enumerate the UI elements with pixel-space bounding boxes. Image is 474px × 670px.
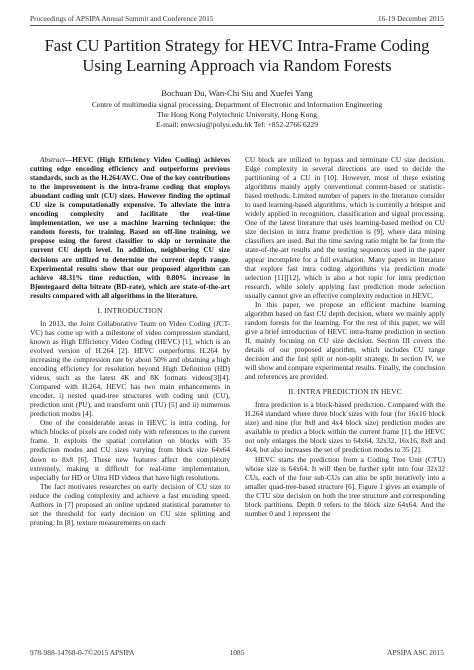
intro-paragraph-3: The fact motivates researches on early decision of CU size to reduce the coding complexity and achieve a fast encoding speed. Authors in [7] proposed an online updated statistical parameter to set the threshold for early decision on CU size splitting and pruning. In [8], texture measurements on each <box>30 481 230 527</box>
left-column <box>30 155 230 527</box>
footer-isbn: 978-988-14768-0-7©2015 APSIPA <box>30 648 135 657</box>
header-rule <box>30 25 444 26</box>
affiliation <box>20 100 454 131</box>
body-paragraph-3: Intra prediction is a block-based prediction. Compared with the H.264 standard where three block sizes with four (for 16x16 block size) and nine (for 8x8 and 4x4 block size) prediction modes are available to predict a block within the current frame [1], the HEVC not only enlarges the block sizes to 64x64, 32x32, 16x16, 8x8 and 4x4, but also increases the set of prediction modes to 35 [2]. <box>245 400 445 455</box>
body-paragraph-4: HEVC starts the prediction from a Coding Tree Unit (CTU) whose size is 64x64. It will then be further split into four 32x32 CUs, each of the four sub-CUs can also be split iteratively into a smaller quad-tree-based structure [6]. Figure 1 gives an example of the CTU size decision on both the tree structure and corresponding block partitions. Depth 0 refers to the block size 64x64. And the number 0 and 1 represent the <box>245 454 445 518</box>
paper-title <box>20 36 454 76</box>
title-line-1: Fast CU Partition Strategy for HEVC Intra-Frame Coding <box>44 36 430 55</box>
intro-paragraph-1: In 2013, the Joint Collaborative Team on Video Coding (JCT-VC) has come up with a milestone of video compression standard, known as High Efficiency Video Coding (HEVC) [1], which is an evolved version of H.264 [2]. HEVC outperforms H.264 by increasing the compression rate by about 50% and obtaining a high encoding efficiency for resolution beyond High Definition (HD) videos, such as the latest 4K and 8K formats videos[3][4]. Compared with H.264, HEVC has two main enhancements in encoder, i) nested quad-tree structures with coding unit (CU), prediction unit (PU), and transform unit (TU) [5] and ii) numerous prediction modes [4]. <box>30 318 230 419</box>
footer-conference: APSIPA ASC 2015 <box>387 648 444 657</box>
authors: Bochuan Du, Wan-Chi Siu and Xuefei Yang <box>161 88 313 98</box>
running-header-left: Proceedings of APSIPA Annual Summit and Conference 2015 <box>30 14 214 23</box>
title-line-2: Using Learning Approach via Random Forests <box>82 56 392 75</box>
section-heading-introduction: I. INTRODUCTION <box>97 305 163 315</box>
running-header-right: 16-19 December 2015 <box>377 14 444 23</box>
section-heading-intra-prediction: II. INTRA PREDICTION IN HEVC <box>288 387 402 397</box>
abstract-label: Abstract <box>40 155 65 164</box>
intro-paragraph-2: One of the considerable areas in HEVC is intra coding, for which blocks of pixels are coded only with references to the current frame. It exploits the spatial correlation on blocks with 35 prediction modes and CU sizes varying from block size 64x64 down to 8x8 [6]. These new features affect the complexity extremely, making it difficult for real-time implementation, especially for HD or Ultra HD videos that have high resolutions. <box>30 418 230 482</box>
right-column <box>245 155 445 518</box>
body-paragraph-1: CU block are utilized to bypass and terminate CU size decision. Edge complexity in several directions are used to decide the partitioning of a CU in [10]. However, most of these existing algorithms mainly apply conventional content-based or statistic-based methods. Limited number of papers in the literature consider to used learning-based algorithms, which is currently a hotspot and widely applied in recognition, classification and signal processing. One of the latest literature that uses learning-based method on CU size decision in intra frame prediction is [9], where data mining classifiers are used. But the time saving ratio might be far from the state-of-the-art results and the testing sequences used in the paper appear incomplete for a full evaluation. Many papers in literature that explore fast intra coding algorithms via prediction mode selection [11][12], which is also a hot topic for intra prediction research, while solely applying fast prediction mode selection usually cannot give an effective complexity reduction in HEVC. <box>245 155 445 300</box>
abstract-text: —HEVC (High Efficiency Video Coding) achieves cutting edge encoding efficiency and outperforms previous standards, such as the H.264/AVC. One of the key contributions to the improvement is the intra-frame coding that employs abundant coding unit (CU) sizes. However finding the optimal CU size is computationally expensive. To alleviate the intra encoding complexity and facilitate the real-time implementation, we use a machine learning technique: the random forests, for training. Based on off-line training, we propose using the forest classifier to skip or terminate the current CU depth level. In addition, neighboring CU size decisions are utilized to determine the current depth range. Experimental results show that our proposed algorithm can achieve 48.31% time reduction, with 0.80% increase in Bjøntegaard delta bitrate (BD-rate), which are state-of-the-art results compared with all algorithms in the literature. <box>30 155 230 300</box>
affiliation-contact: E-mail: enwcsiu@polyu.edu.hk Tel: +852-2766 6229 <box>155 120 319 130</box>
body-paragraph-2: In this paper, we propose an efficient machine learning algorithm based on fast CU depth decision, where we mainly apply random forests for the learning. For the rest of this paper, we will give a brief introduction of HEVC intra-frame prediction in section II, mainly focusing on CU size decision. Section III covers the details of our proposed algorithm, which includes CU range decision and the fast split or non-split strategy. In section IV, we will show and compare experimental results. Finally, the conclusion and references are provided. <box>245 299 445 382</box>
page-number: 1085 <box>229 648 245 657</box>
abstract <box>30 155 230 300</box>
affiliation-line-2: The Hong Kong Polytechnic University, Hong Kong <box>156 110 317 120</box>
affiliation-line-1: Centre of multimedia signal processing, Department of Electronic and Information Engineering <box>91 100 383 109</box>
